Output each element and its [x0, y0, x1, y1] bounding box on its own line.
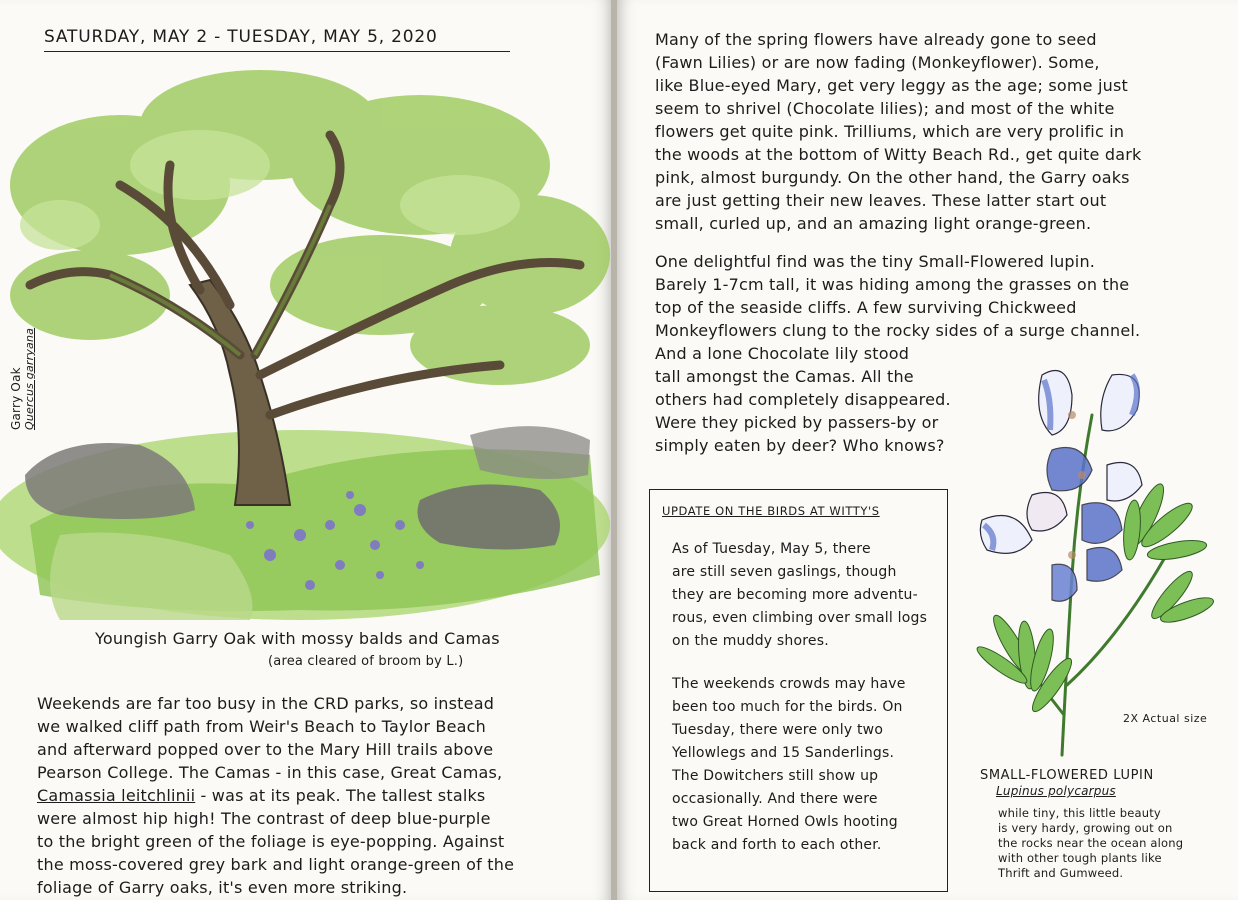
text-line: two Great Horned Owls hooting — [672, 814, 898, 830]
species-name: Camassia leitchlinii — [37, 786, 196, 805]
text-line: back and forth to each other. — [672, 837, 882, 853]
birds-update-box — [649, 489, 948, 892]
update-box-title: UPDATE ON THE BIRDS AT WITTY'S — [662, 504, 880, 518]
left-page-paragraph — [37, 692, 603, 899]
tree-latin-name: Quercus garryana — [23, 327, 36, 430]
text-line: One delightful find was the tiny Small-Flowered lupin. — [655, 252, 1096, 271]
text-line: seem to shrivel (Chocolate lilies); and most of the white — [655, 99, 1115, 118]
text-line: (Fawn Lilies) or are now fading (Monkeyflower). Some, — [655, 53, 1100, 72]
update-paragraph-goslings — [672, 538, 927, 653]
text-line: Weekends are far too busy in the CRD parks, so instead — [37, 694, 495, 713]
text-line: tall amongst the Camas. All the — [655, 367, 914, 386]
text-line: been too much for the birds. On — [672, 699, 903, 715]
right-paragraph-spring-flowers — [655, 28, 1235, 235]
text-line: Many of the spring flowers have already gone to seed — [655, 30, 1097, 49]
text-line: The Dowitchers still show up — [672, 768, 879, 784]
lupin-size-note: 2X Actual size — [1123, 712, 1208, 725]
text-line: And a lone Chocolate lily stood — [655, 344, 910, 363]
right-paragraph-chocolate-lily — [655, 342, 995, 457]
text-line: Thrift and Gumweed. — [998, 866, 1124, 880]
right-paragraph-lupin-find — [655, 250, 1235, 342]
text-line: to the bright green of the foliage is eye-popping. Against — [37, 832, 505, 851]
text-line: Tuesday, there were only two — [672, 722, 884, 738]
text-line: Yellowlegs and 15 Sanderlings. — [672, 745, 895, 761]
text-line: we walked cliff path from Weir's Beach to Taylor Beach — [37, 717, 486, 736]
lupin-note — [998, 806, 1233, 881]
text-fragment: - was at its peak. The tallest stalks — [195, 786, 486, 805]
lupin-illustration — [972, 355, 1234, 760]
text-line: Were they picked by passers-by or — [655, 413, 939, 432]
text-line: foliage of Garry oaks, it's even more striking. — [37, 878, 408, 897]
text-line: the woods at the bottom of Witty Beach Rd., get quite dark — [655, 145, 1142, 164]
text-line: the moss-covered grey bark and light orange-green of the — [37, 855, 515, 874]
text-line: like Blue-eyed Mary, get very leggy as the age; some just — [655, 76, 1128, 95]
text-line: As of Tuesday, May 5, there — [672, 541, 871, 557]
date-title: SATURDAY, MAY 2 - TUESDAY, MAY 5, 2020 — [44, 26, 510, 52]
text-line: simply eaten by deer? Who knows? — [655, 436, 945, 455]
text-line: The weekends crowds may have — [672, 676, 906, 692]
lupin-title: SMALL-FLOWERED LUPIN — [980, 768, 1154, 783]
text-line: they are becoming more adventu- — [672, 587, 918, 603]
tree-common-name: Garry Oak — [9, 367, 23, 430]
text-line: pink, almost burgundy. On the other hand, the Garry oaks — [655, 168, 1130, 187]
garry-oak-painting — [0, 55, 610, 623]
text-line: rous, even climbing over small logs — [672, 610, 928, 626]
text-line: on the muddy shores. — [672, 633, 829, 649]
text-line: small, curled up, and an amazing light orange-green. — [655, 214, 1092, 233]
text-line: top of the seaside cliffs. A few surviving Chickweed — [655, 298, 1077, 317]
painting-caption: Youngish Garry Oak with mossy balds and Camas — [95, 629, 500, 648]
update-paragraph-shorebirds — [672, 673, 906, 857]
text-line — [37, 784, 603, 807]
text-line: others had completely disappeared. — [655, 390, 951, 409]
text-line: with other tough plants like — [998, 851, 1162, 865]
text-line: Monkeyflowers clung to the rocky sides of a surge channel. — [655, 321, 1141, 340]
painting-caption-note: (area cleared of broom by L.) — [268, 654, 464, 669]
text-line: and afterward popped over to the Mary Hill trails above — [37, 740, 494, 759]
text-line: are still seven gaslings, though — [672, 564, 897, 580]
text-line: while tiny, this little beauty — [998, 806, 1161, 820]
text-line: Barely 1-7cm tall, it was hiding among the grasses on the — [655, 275, 1130, 294]
lupin-latin-name: Lupinus polycarpus — [996, 784, 1116, 798]
text-line: were almost hip high! The contrast of deep blue-purple — [37, 809, 491, 828]
tree-species-label — [10, 280, 36, 430]
text-line: Pearson College. The Camas - in this case, Great Camas, — [37, 763, 503, 782]
text-line: occasionally. And there were — [672, 791, 878, 807]
text-line: is very hardy, growing out on — [998, 821, 1173, 835]
text-line: flowers get quite pink. Trilliums, which are very prolific in — [655, 122, 1125, 141]
text-line: the rocks near the ocean along — [998, 836, 1184, 850]
text-line: are just getting their new leaves. These latter start out — [655, 191, 1107, 210]
